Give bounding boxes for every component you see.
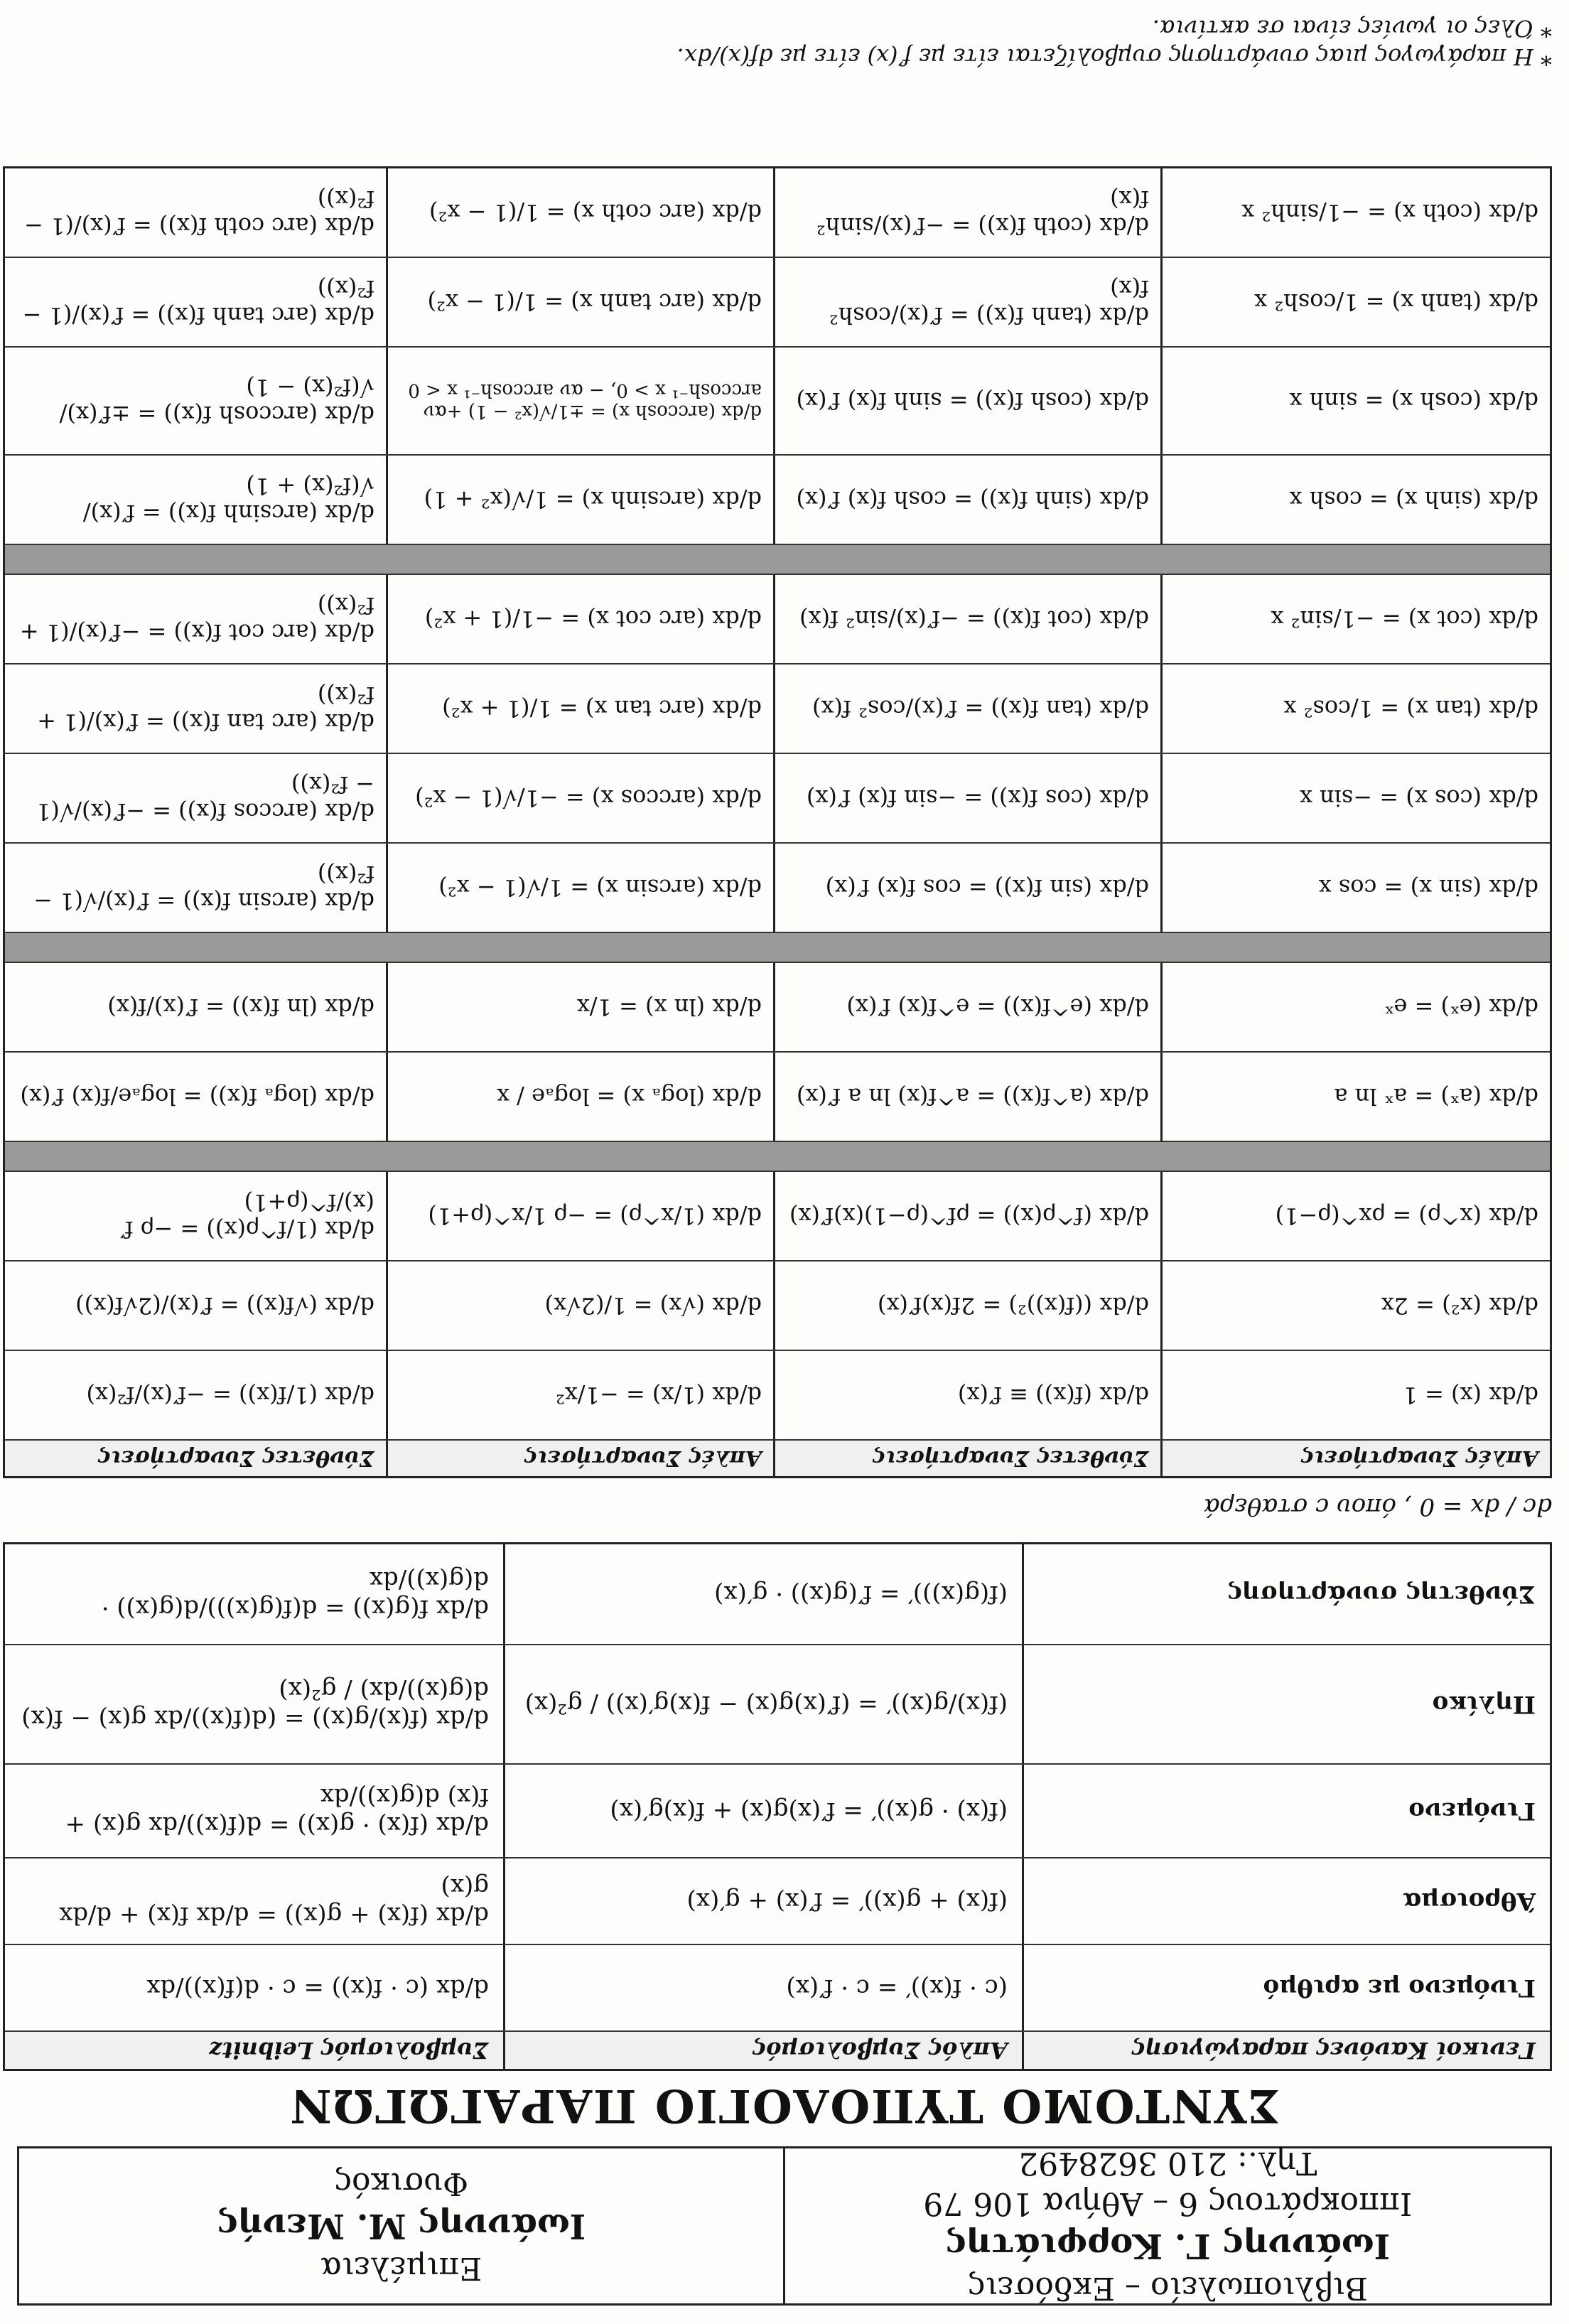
footnotes	[677, 14, 1552, 71]
section-divider	[5, 933, 1550, 963]
formula-cell: d/dx (x^ρ) = ρx^(ρ−1)	[1275, 1203, 1538, 1230]
rules-header: Συμβολισμός Leibnitz	[5, 2032, 505, 2069]
formula-cell: d/dx ((f(x))²) = 2f(x)f′(x)	[775, 1261, 1163, 1350]
rule-simple: (c · f(x))′ = c · f′(x)	[505, 1945, 1024, 2030]
table-row	[5, 665, 1550, 754]
table-row	[5, 844, 1550, 933]
publisher-address: Ιπποκράτους 6 – Αθήνα 106 79	[923, 2185, 1413, 2222]
formula-cell: d/dx (tan f(x)) = f′(x)/cos² f(x)	[775, 665, 1163, 753]
formula-cell: d/dx (arc tanh f(x)) = f′(x)/(1 − f²(x))	[5, 258, 388, 346]
formula-cell: d/dx (tan x) = 1/cos² x	[1283, 695, 1538, 722]
formula-cell: d/dx (arc coth f(x)) = f′(x)/(1 − f²(x))	[5, 168, 388, 257]
table-row	[5, 168, 1550, 258]
formula-cell: d/dx (1/f(x)) = −f′(x)/f²(x)	[5, 1351, 388, 1439]
rule-simple: (f(x)/g(x))′ = (f′(x)g(x) − f(x)g′(x)) / g²(x)	[505, 1645, 1024, 1763]
formula-cell: d/dx (e^f(x)) = e^f(x) f′(x)	[775, 963, 1163, 1051]
formula-cell: d/dx (arcsin f(x)) = f′(x)/√(1 − f²(x))	[5, 844, 388, 932]
formula-cell: d/dx (arc tanh x) = 1/(1 − x²)	[388, 258, 775, 346]
editor-label: Επιμέλεια	[320, 2250, 482, 2286]
formula-cell: d/dx (f(x)) ≡ f′(x)	[775, 1351, 1163, 1439]
rules-header: Γενικοί Κανόνες παραγώγισης	[1024, 2032, 1550, 2069]
rule-simple: (f(x) · g(x))′ = f′(x)g(x) + f(x)g′(x)	[505, 1765, 1024, 1857]
section-divider	[5, 545, 1550, 575]
formula-cell: d/dx (aˣ) = aˣ ln a	[1334, 1083, 1538, 1110]
rule-leibnitz: d/dx (f(x) · g(x)) = d(f(x))/dx g(x) + f(x) d(g(x))/dx	[5, 1765, 505, 1857]
formula-cell: d/dx (f^ρ(x)) = ρf^(ρ−1)(x)f′(x)	[775, 1172, 1163, 1260]
formula-cell: d/dx (1/x) = −1/x²	[388, 1351, 775, 1439]
formula-cell: d/dx (√f(x)) = f′(x)/(2√f(x))	[5, 1261, 388, 1350]
publisher-phone: Τηλ.: 210 3628492	[1018, 2145, 1317, 2182]
column-header: Σύνθετες Συναρτήσεις	[5, 1441, 388, 1476]
formula-cell: d/dx (x²) = 2x	[1381, 1292, 1538, 1319]
footnote: * Η παράγωγος μιας συνάρτησης συμβολίζεται είτε με f′(x) είτε με df(x)/dx.	[676, 43, 1552, 70]
page-title: ΣΥΝΤΟΜΟ ΤΥΠΟΛΟΓΙΟ ΠΑΡΑΓΩΓΩΝ	[289, 2079, 1280, 2132]
rule-name: Πηλίκο	[1432, 1690, 1536, 1718]
formula-cell: d/dx (tanh f(x)) = f′(x)/cosh² f(x)	[775, 258, 1163, 346]
rules-header: Απλός Συμβολισμός	[505, 2032, 1024, 2069]
formula-cell: d/dx (arc cot x) = −1/(1 + x²)	[388, 575, 775, 663]
table-row	[5, 1544, 1550, 1645]
table-row	[5, 258, 1550, 348]
formula-cell: d/dx (tanh x) = 1/cosh² x	[1254, 289, 1538, 316]
formula-cell: d/dx (cos x) = −sin x	[1299, 785, 1538, 812]
publisher-line: Βιβλιοπωλείο – Εκδόσεις	[967, 2270, 1368, 2307]
formula-cell: d/dx (logₐ x) = logₐe / x	[388, 1053, 775, 1141]
formula-cell: d/dx (arccos f(x)) = −f′(x)/√(1 − f²(x))	[5, 754, 388, 842]
formula-cell: d/dx (coth f(x)) = −f′(x)/sinh² f(x)	[775, 168, 1163, 257]
editor-role: Φυσικός	[334, 2166, 469, 2202]
table-row	[5, 1858, 1550, 1945]
formula-cell: d/dx (cot x) = −1/sin² x	[1271, 606, 1538, 633]
formula-cell: d/dx (√x) = 1/(2√x)	[388, 1261, 775, 1350]
table-row	[5, 1261, 1550, 1351]
rule-name: Γινόμενο	[1408, 1797, 1536, 1825]
formula-cell: d/dx (a^f(x)) = a^f(x) ln a f′(x)	[775, 1053, 1163, 1141]
table-row	[5, 1765, 1550, 1858]
rule-name: Γινόμενο με αριθμό	[1263, 1974, 1536, 2002]
publisher-block	[786, 2145, 1551, 2307]
formula-cell: d/dx (cosh x) = sinh x	[1289, 387, 1538, 414]
table-row	[5, 1645, 1550, 1765]
formula-cell: d/dx (arc cot f(x)) = −f′(x)/(1 + f²(x))	[5, 575, 388, 663]
table-row	[5, 348, 1550, 456]
rule-leibnitz: d/dx (f(x) + g(x)) = d/dx f(x) + d/dx g(x)	[5, 1858, 505, 1944]
formula-cell: d/dx (arc tan f(x)) = f′(x)/(1 + f²(x))	[5, 665, 388, 753]
formula-cell: d/dx (arc coth x) = 1/(1 − x²)	[388, 168, 775, 257]
formula-cell: d/dx (cot f(x)) = −f′(x)/sin² f(x)	[775, 575, 1163, 663]
table-row	[5, 1945, 1550, 2032]
formula-cell: d/dx (eˣ) = eˣ	[1384, 994, 1538, 1021]
column-header: Σύνθετες Συναρτήσεις	[775, 1441, 1163, 1476]
table-row	[5, 456, 1550, 545]
constant-note: dc / dx = 0 , όπου c σταθερά	[1203, 1492, 1552, 1521]
formula-cell: d/dx (arccos x) = −1/√(1 − x²)	[388, 754, 775, 842]
derivatives-header-row	[5, 1441, 1550, 1476]
formula-cell: d/dx (1/f^ρ(x)) = −ρ f′(x)/f^(ρ+1)	[5, 1172, 388, 1260]
formula-cell: d/dx (sin f(x)) = cos f(x) f′(x)	[775, 844, 1163, 932]
rule-leibnitz: d/dx f(g(x)) = d(f(g(x)))/d(g(x)) · d(g(x))/dx	[5, 1544, 505, 1644]
formula-cell: d/dx (coth x) = −1/sinh² x	[1241, 199, 1538, 226]
formula-cell: d/dx (ln x) = 1/x	[388, 963, 775, 1051]
table-row	[5, 1053, 1550, 1142]
formula-cell: d/dx (arc tan x) = 1/(1 + x²)	[388, 665, 775, 753]
formula-cell: d/dx (sinh x) = cosh x	[1289, 486, 1538, 513]
table-row	[5, 754, 1550, 844]
formula-cell: d/dx (cos f(x)) = −sin f(x) f′(x)	[775, 754, 1163, 842]
formula-cell: d/dx (logₐ f(x)) = logₐe/f(x) f′(x)	[5, 1053, 388, 1141]
formula-cell: d/dx (arcsin x) = 1/√(1 − x²)	[388, 844, 775, 932]
header	[17, 2146, 1552, 2306]
rule-simple: (f(g(x)))′ = f′(g(x)) · g′(x)	[505, 1544, 1024, 1644]
editor-name: Ιωάννης Μ. Μενής	[217, 2206, 586, 2246]
rule-simple: (f(x) + g(x))′ = f′(x) + g′(x)	[505, 1858, 1024, 1944]
footnote: * Όλες οι γωνίες είναι σε ακτίνια.	[1152, 15, 1552, 42]
formula-cell: d/dx (arcsinh f(x)) = f′(x)/√(f²(x) + 1)	[5, 456, 388, 544]
rule-leibnitz: d/dx (c · f(x)) = c · d(f(x))/dx	[5, 1945, 505, 2030]
formula-cell: d/dx (arccosh f(x)) = ±f′(x)/√(f²(x) − 1)	[5, 348, 388, 454]
rules-header-row	[5, 2032, 1550, 2069]
formula-cell: d/dx (arccosh x) = ±1/√(x² − 1) +αν arccosh⁻¹ x > 0, − αν arccosh⁻¹ x < 0	[388, 348, 775, 454]
derivatives-table	[3, 166, 1552, 1478]
publisher-name: Ιωάννης Γ. Κορφιάτης	[945, 2226, 1391, 2266]
formula-cell: d/dx (ln f(x)) = f′(x)/f(x)	[5, 963, 388, 1051]
column-header: Απλές Συναρτήσεις	[388, 1441, 775, 1476]
rule-name: Άθροισμα	[1403, 1887, 1536, 1915]
formula-cell: d/dx (cosh f(x)) = sinh f(x) f′(x)	[775, 348, 1163, 454]
section-divider	[5, 1142, 1550, 1172]
rule-leibnitz: d/dx (f(x)/g(x)) = (d(f(x))/dx g(x) − f(x) d(g(x))/dx) / g²(x)	[5, 1645, 505, 1763]
table-row	[5, 1351, 1550, 1441]
formula-cell: d/dx (arcsinh x) = 1/√(x² + 1)	[388, 456, 775, 544]
rules-table	[3, 1542, 1552, 2071]
formula-cell: d/dx (sinh f(x)) = cosh f(x) f′(x)	[775, 456, 1163, 544]
rule-name: Σύνθετης συνάρτησης	[1227, 1580, 1536, 1608]
table-row	[5, 963, 1550, 1053]
table-row	[5, 575, 1550, 665]
table-row	[5, 1172, 1550, 1261]
editor-block	[19, 2148, 786, 2303]
formula-cell: d/dx (x) = 1	[1403, 1382, 1538, 1409]
formula-cell: d/dx (sin x) = cos x	[1318, 874, 1538, 901]
column-header: Απλές Συναρτήσεις	[1163, 1441, 1550, 1476]
formula-cell: d/dx (1/x^ρ) = −ρ 1/x^(ρ+1)	[388, 1172, 775, 1260]
